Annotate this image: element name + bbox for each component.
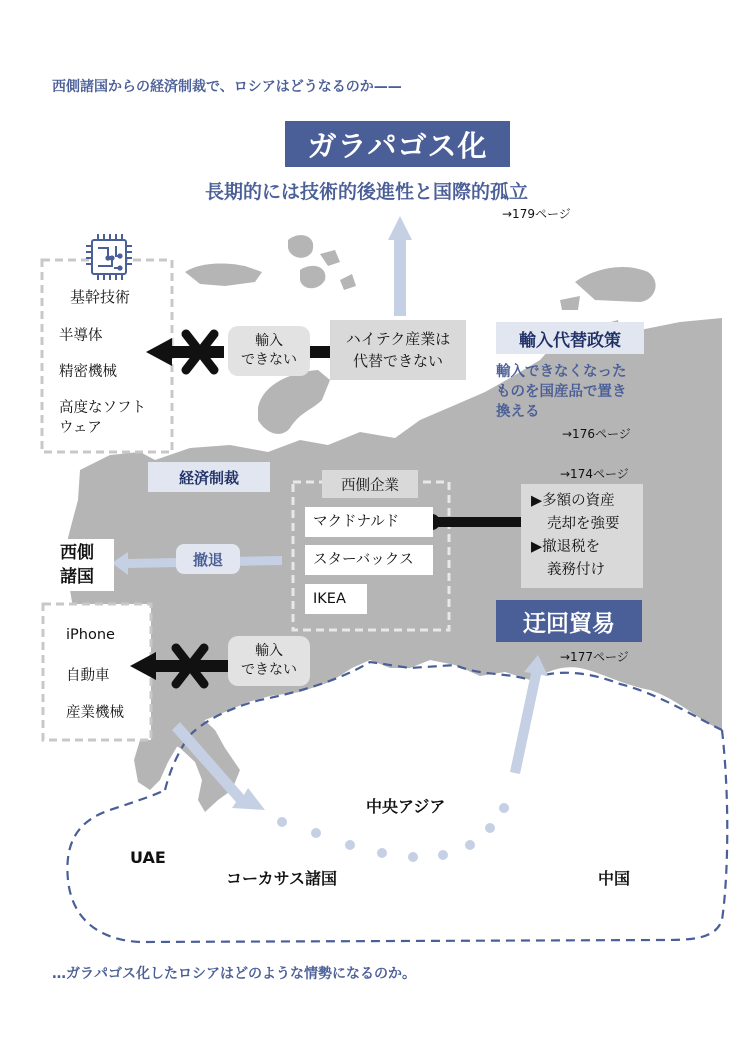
import-blocked-label-top — [228, 326, 310, 376]
import-blocked-label-bottom — [228, 636, 310, 686]
forced-sale-line: ▶多額の資産 — [531, 493, 615, 509]
lead-text: 西側諸国からの経済制裁で、ロシアはどうなるのか—— — [52, 79, 402, 95]
hitech-box — [330, 320, 466, 380]
region-central-asia: 中央アジア — [366, 797, 446, 816]
peninsula — [258, 370, 330, 434]
page-ref-179: →179ページ — [502, 207, 571, 221]
arctic-island — [560, 296, 580, 310]
region-caucasus: コーカサス諸国 — [226, 869, 338, 888]
region-china: 中国 — [598, 869, 631, 888]
detour-trade-title: 迂回貿易 — [496, 600, 642, 642]
firm-starbucks: スターバックス — [305, 545, 433, 575]
forced-sale-box — [521, 484, 643, 588]
arctic-island — [288, 235, 313, 258]
export-item-car: 自動車 — [66, 668, 110, 684]
core-tech-item: 精密機械 — [59, 364, 117, 380]
western-countries-label — [56, 539, 114, 591]
arctic-island — [575, 267, 656, 302]
footer-text: …ガラパゴス化したロシアはどのような情勢になるのか。 — [52, 966, 416, 982]
arctic-island — [320, 250, 340, 266]
import-substitution-desc — [496, 362, 627, 422]
page-ref-177: →177ページ — [560, 650, 629, 664]
import-blocked-line: できない — [241, 352, 297, 368]
arctic-island — [185, 264, 262, 286]
sanctions-label: 経済制裁 — [148, 462, 270, 492]
subtitle: 長期的には技術的後進性と国際的孤立 — [205, 181, 529, 203]
export-item-machinery: 産業機械 — [66, 705, 124, 721]
forced-sale-line: 義務付け — [547, 562, 605, 578]
firm-ikea: IKEA — [305, 584, 367, 614]
forced-sale-line: ▶撤退税を — [531, 539, 601, 555]
firm-mcdonalds: マクドナルド — [305, 507, 433, 537]
chip-icon — [86, 234, 132, 280]
west-line: 西側 — [60, 543, 94, 563]
core-tech-item: ウェア — [59, 420, 102, 436]
arctic-island — [300, 266, 325, 288]
west-line: 諸国 — [60, 567, 94, 587]
arctic-island — [340, 274, 356, 290]
desc-line: ものを国産品で置き — [496, 384, 627, 400]
forced-sale-line: 売却を強要 — [547, 516, 620, 532]
withdraw-label: 撤退 — [176, 544, 240, 574]
page-ref-174: →174ページ — [560, 467, 629, 481]
desc-line: 換える — [496, 404, 540, 420]
import-blocked-line: 輸入 — [255, 643, 283, 659]
core-tech-item: 半導体 — [59, 328, 103, 344]
hitech-line: ハイテク産業は — [345, 330, 451, 348]
up-arrow — [388, 216, 412, 316]
page-ref-176: →176ページ — [562, 427, 631, 441]
western-firms-title: 西側企業 — [322, 470, 418, 498]
desc-line: 輸入できなくなった — [496, 364, 627, 380]
export-item-iphone: iPhone — [66, 627, 115, 643]
import-substitution-title: 輸入代替政策 — [496, 322, 644, 354]
region-uae: UAE — [130, 848, 166, 867]
import-blocked-line: できない — [241, 662, 297, 678]
core-tech-title: 基幹技術 — [70, 288, 131, 306]
hitech-line: 代替できない — [352, 352, 443, 370]
headline-galapagos: ガラパゴス化 — [285, 121, 510, 167]
core-tech-item: 高度なソフト — [59, 400, 146, 416]
import-blocked-line: 輸入 — [255, 333, 283, 349]
